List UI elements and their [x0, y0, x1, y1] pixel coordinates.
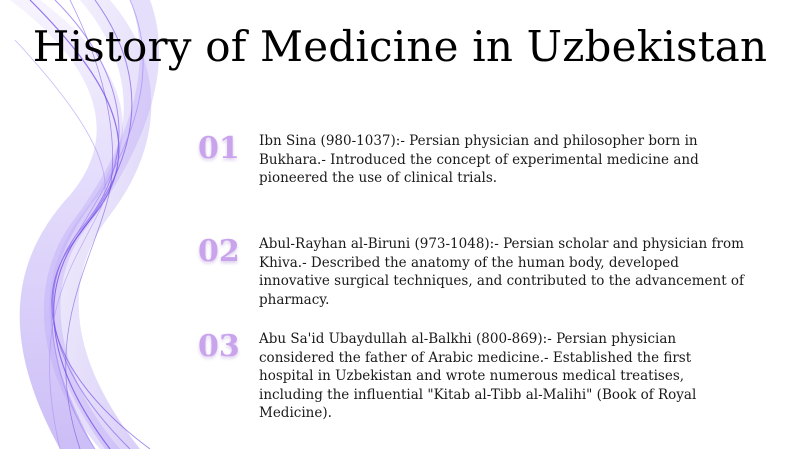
item-number: 01: [198, 131, 240, 166]
item-text: Abul-Rayhan al-Biruni (973-1048):- Persian scholar and physician from Khiva.- Described the anatomy of the human body, developed innovative surgical techniques, and contributed to the advancement of pharmacy.: [259, 236, 745, 308]
slide-title: History of Medicine in Uzbekistan: [32, 22, 768, 71]
item-number: 02: [198, 234, 240, 269]
item-number: 03: [198, 329, 240, 364]
item-text: Abu Sa'id Ubaydullah al-Balkhi (800-869):- Persian physician considered the father of Arabic medicine.- Established the first hospital in Uzbekistan and wrote numerous medical treatises, including the influential "Kitab al-Tibb al-Malihi" (Book of Royal Medicine).: [259, 331, 697, 421]
item-text: Ibn Sina (980-1037):- Persian physician and philosopher born in Bukhara.- Introduced the concept of experimental medicine and pioneered the use of clinical trials.: [259, 133, 699, 186]
